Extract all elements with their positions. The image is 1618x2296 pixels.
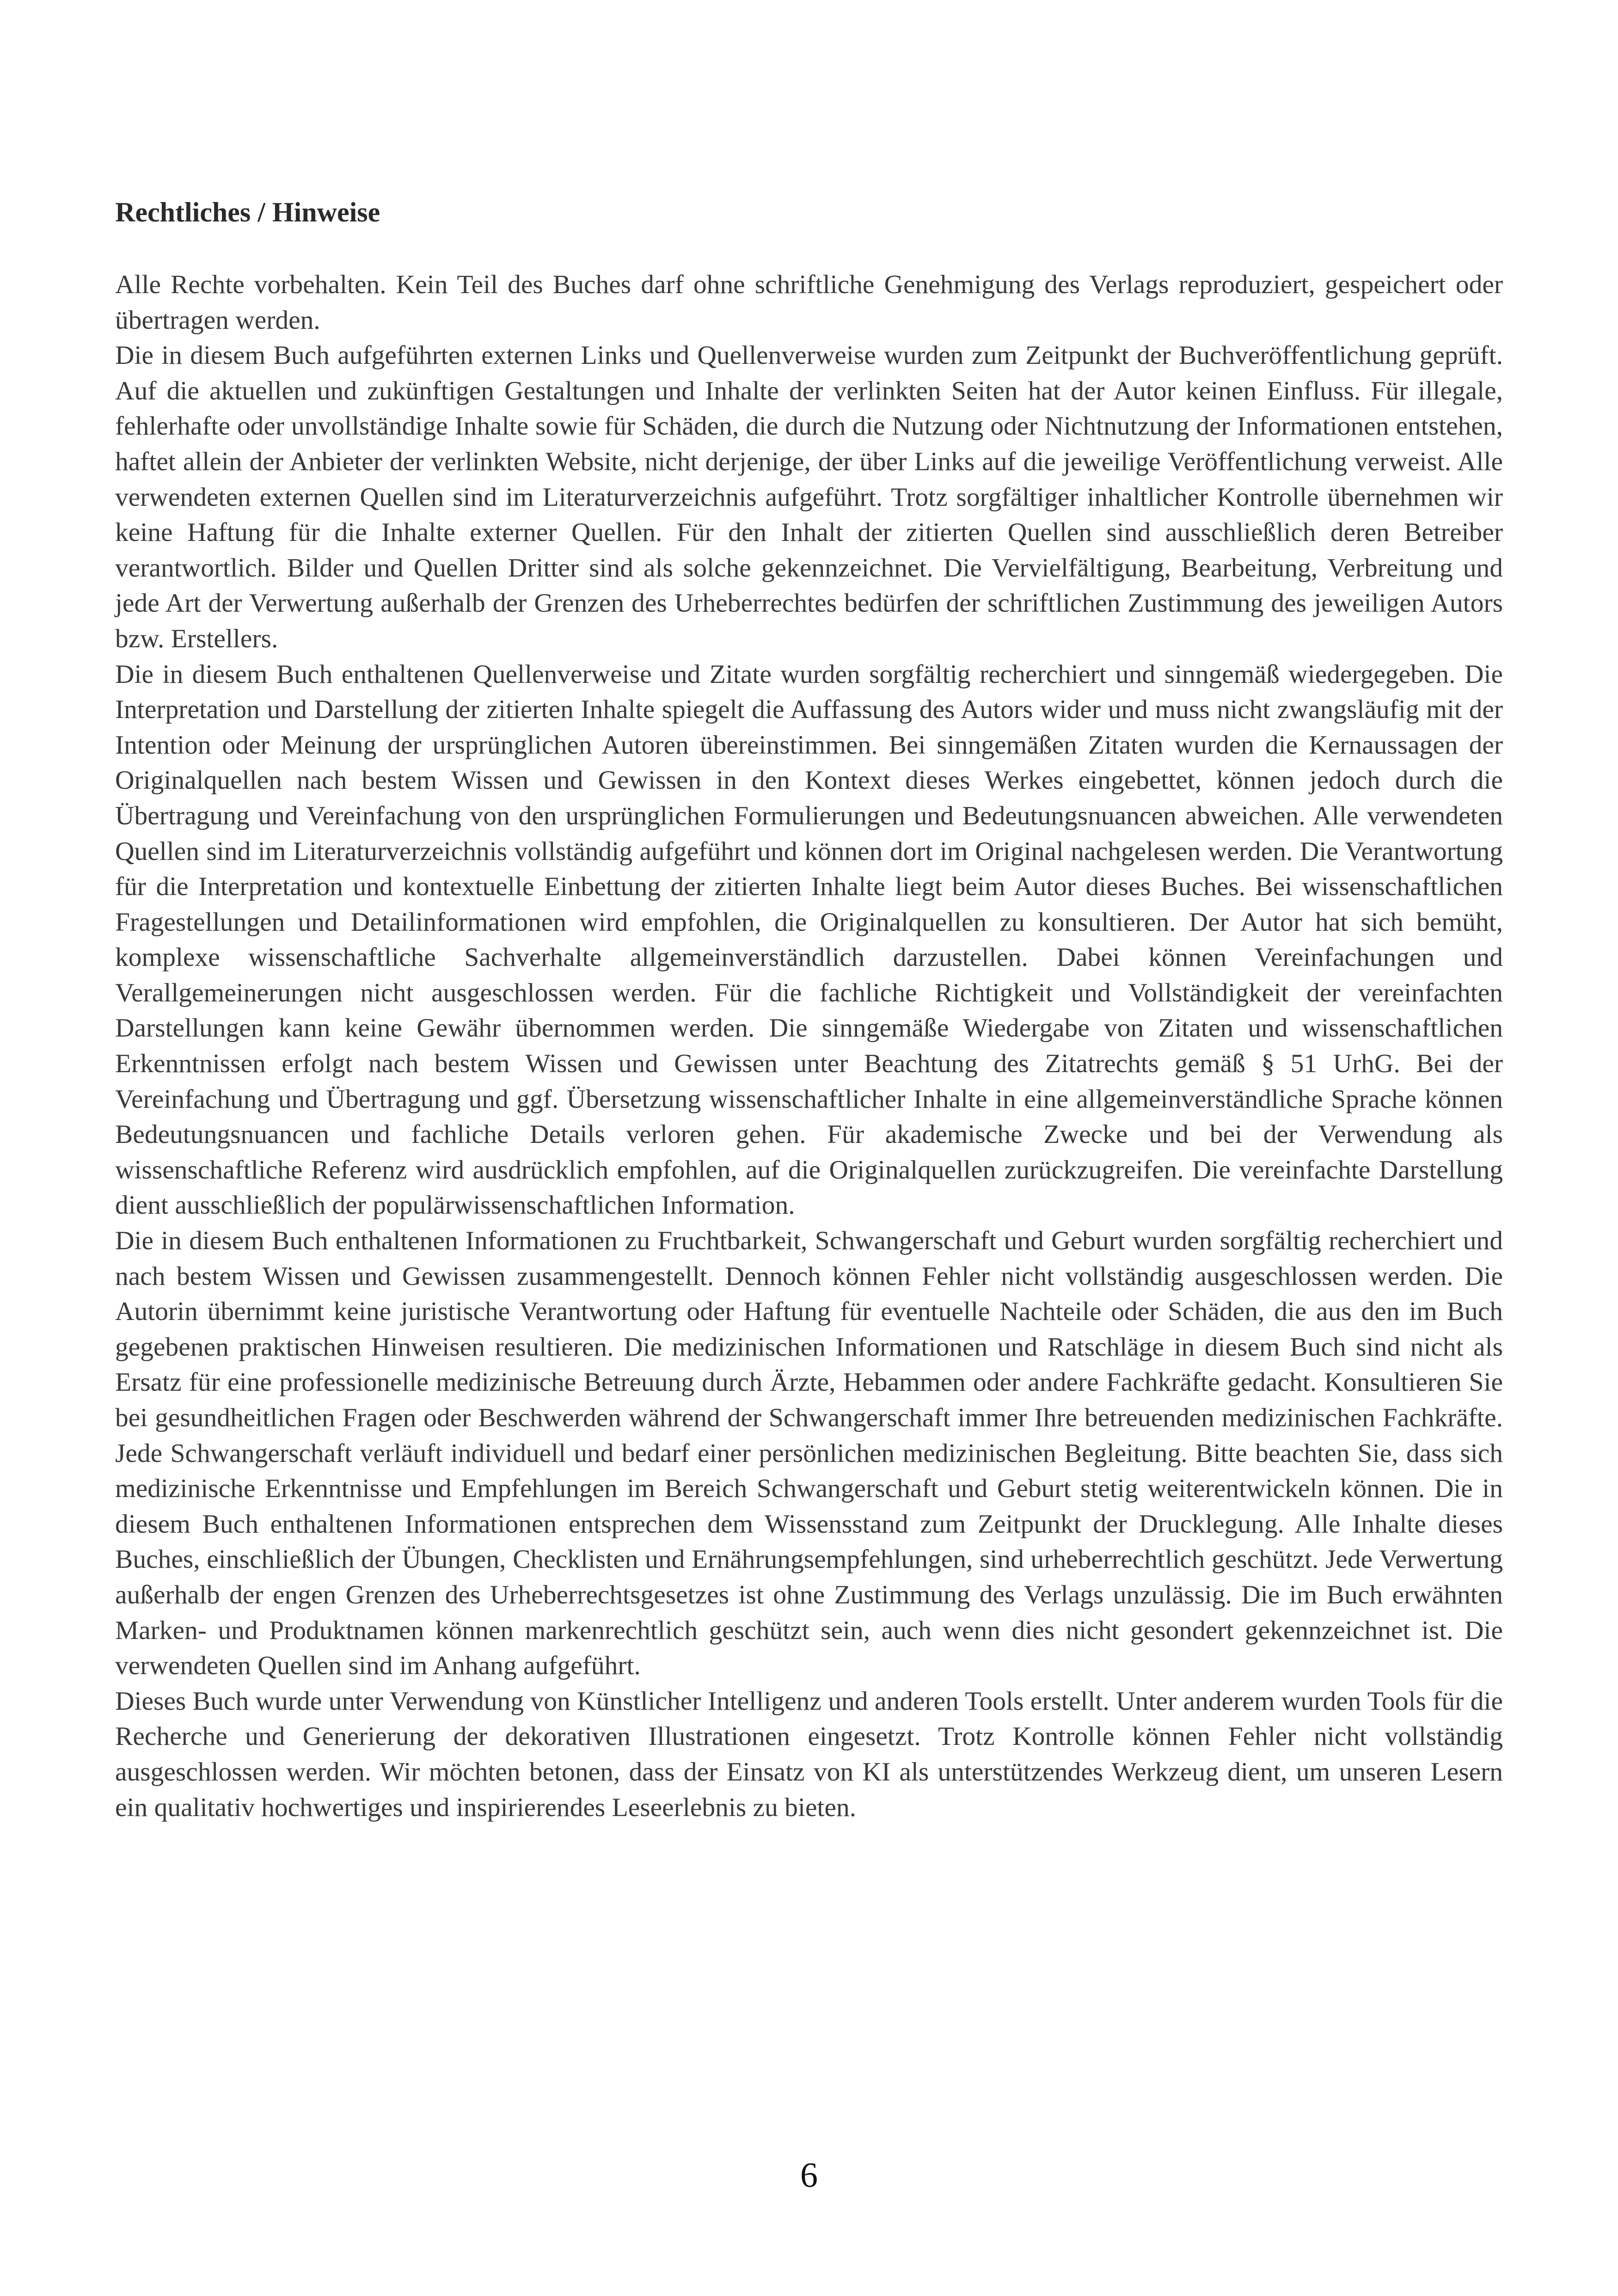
paragraph-citations: Die in diesem Buch enthaltenen Quellenverweise und Zitate wurden sorgfältig recherchiert und sinngemäß wiedergegeben. Die Interpretation und Darstellung der zitierten Inhalte spiegelt die Auffassung des Autors wider und muss nicht zwangsläufig mit der Intention oder Meinung der ursprünglichen Autoren übereinstimmen. Bei sinngemäßen Zitaten wurden die Kernaussagen der Originalquellen nach bestem Wissen und Gewissen in den Kontext dieses Werkes eingebettet, können jedoch durch die Übertragung und Vereinfachung von den ursprünglichen Formulierungen und Bedeutungsnuancen abweichen. Alle verwendeten Quellen sind im Literaturverzeichnis vollständig aufgeführt und können dort im Original nachgelesen werden. Die Verantwortung für die Interpretation und kontextuelle Einbettung der zitierten Inhalte liegt beim Autor dieses Buches. Bei wissenschaftlichen Fragestellungen und Detailinformationen wird empfohlen, die Originalquellen zu konsultieren. Der Autor hat sich bemüht, komplexe wissenschaftliche Sachverhalte allgemeinverständlich darzustellen. Dabei können Vereinfachungen und Verallgemeinerungen nicht ausgeschlossen werden. Für die fachliche Richtigkeit und Vollständigkeit der vereinfachten Darstellungen kann keine Gewähr übernommen werden. Die sinngemäße Wiedergabe von Zitaten und wissenschaftlichen Erkenntnissen erfolgt nach bestem Wissen und Gewissen unter Beachtung des Zitatrechts gemäß § 51 UrhG. Bei der Vereinfachung und Übertragung und ggf. Übersetzung wissenschaftlicher Inhalte in eine allgemeinverständliche Sprache können Bedeutungsnuancen und fachliche Details verloren gehen. Für akademische Zwecke und bei der Verwendung als wissenschaftliche Referenz wird ausdrücklich empfohlen, auf die Originalquellen zurückzugreifen. Die vereinfachte Darstellung dient ausschließlich der populärwissenschaftlichen Information. xyxy=(115,659,1503,1220)
paragraph-medical-disclaimer: Die in diesem Buch enthaltenen Informationen zu Fruchtbarkeit, Schwangerschaft und Geburt wurden sorgfältig recherchiert und nach bestem Wissen und Gewissen zusammengestellt. Dennoch können Fehler nicht vollständig ausgeschlossen werden. Die Autorin übernimmt keine juristische Verantwortung oder Haftung für eventuelle Nachteile oder Schäden, die aus den im Buch gegebenen praktischen Hinweisen resultieren. Die medizinischen Informationen und Ratschläge in diesem Buch sind nicht als Ersatz für eine professionelle medizinische Betreuung durch Ärzte, Hebammen oder andere Fachkräfte gedacht. Konsultieren Sie bei gesundheitlichen Fragen oder Beschwerden während der Schwangerschaft immer Ihre betreuenden medizinischen Fachkräfte. Jede Schwangerschaft verläuft individuell und bedarf einer persönlichen medizinischen Begleitung. Bitte beachten Sie, dass sich medizinische Erkenntnisse und Empfehlungen im Bereich Schwangerschaft und Geburt stetig weiterentwickeln können. Die in diesem Buch enthaltenen Informationen entsprechen dem Wissensstand zum Zeitpunkt der Drucklegung. Alle Inhalte dieses Buches, einschließlich der Übungen, Checklisten und Ernährungsempfehlungen, sind urheberrechtlich geschützt. Jede Verwertung außerhalb der engen Grenzen des Urheberrechtsgesetzes ist ohne Zustimmung des Verlags unzulässig. Die im Buch erwähnten Marken- und Produktnamen können markenrechtlich geschützt sein, auch wenn dies nicht gesondert gekennzeichnet ist. Die verwendeten Quellen sind im Anhang aufgeführt. xyxy=(115,1226,1503,1681)
paragraph-copyright: Alle Rechte vorbehalten. Kein Teil des Buches darf ohne schriftliche Genehmigung des Verlags reproduziert, gespeichert oder übertragen werden. xyxy=(115,270,1503,335)
page-number: 6 xyxy=(800,2156,818,2195)
paragraph-external-links: Die in diesem Buch aufgeführten externen Links und Quellenverweise wurden zum Zeitpunkt der Buchveröffentlichung geprüft. Auf die aktuellen und zukünftigen Gestaltungen und Inhalte der verlinkten Seiten hat der Autor keinen Einfluss. Für illegale, fehlerhafte oder unvollständige Inhalte sowie für Schäden, die durch die Nutzung oder Nichtnutzung der Informationen entstehen, haftet allein der Anbieter der verlinkten Website, nicht derjenige, der über Links auf die jeweilige Veröffentlichung verweist. Alle verwendeten externen Quellen sind im Literaturverzeichnis aufgeführt. Trotz sorgfältiger inhaltlicher Kontrolle übernehmen wir keine Haftung für die Inhalte externer Quellen. Für den Inhalt der zitierten Quellen sind ausschließlich deren Betreiber verantwortlich. Bilder und Quellen Dritter sind als solche gekennzeichnet. Die Vervielfältigung, Bearbeitung, Verbreitung und jede Art der Verwertung außerhalb der Grenzen des Urheberrechtes bedürfen der schriftlichen Zustimmung des jeweiligen Autors bzw. Erstellers. xyxy=(115,341,1503,653)
page-heading: Rechtliches / Hinweise xyxy=(115,197,380,227)
paragraph-ai-notice: Dieses Buch wurde unter Verwendung von Künstlicher Intelligenz und anderen Tools erstellt. Unter anderem wurden Tools für die Recherche und Generierung der dekorativen Illustrationen eingesetzt. Trotz Kontrolle können Fehler nicht vollständig ausgeschlossen werden. Wir möchten betonen, dass der Einsatz von KI als unterstützendes Werkzeug dient, um unseren Lesern ein qualitativ hochwertiges und inspirierendes Leseerlebnis zu bieten. xyxy=(115,1686,1503,1822)
page-content xyxy=(115,194,1503,1825)
